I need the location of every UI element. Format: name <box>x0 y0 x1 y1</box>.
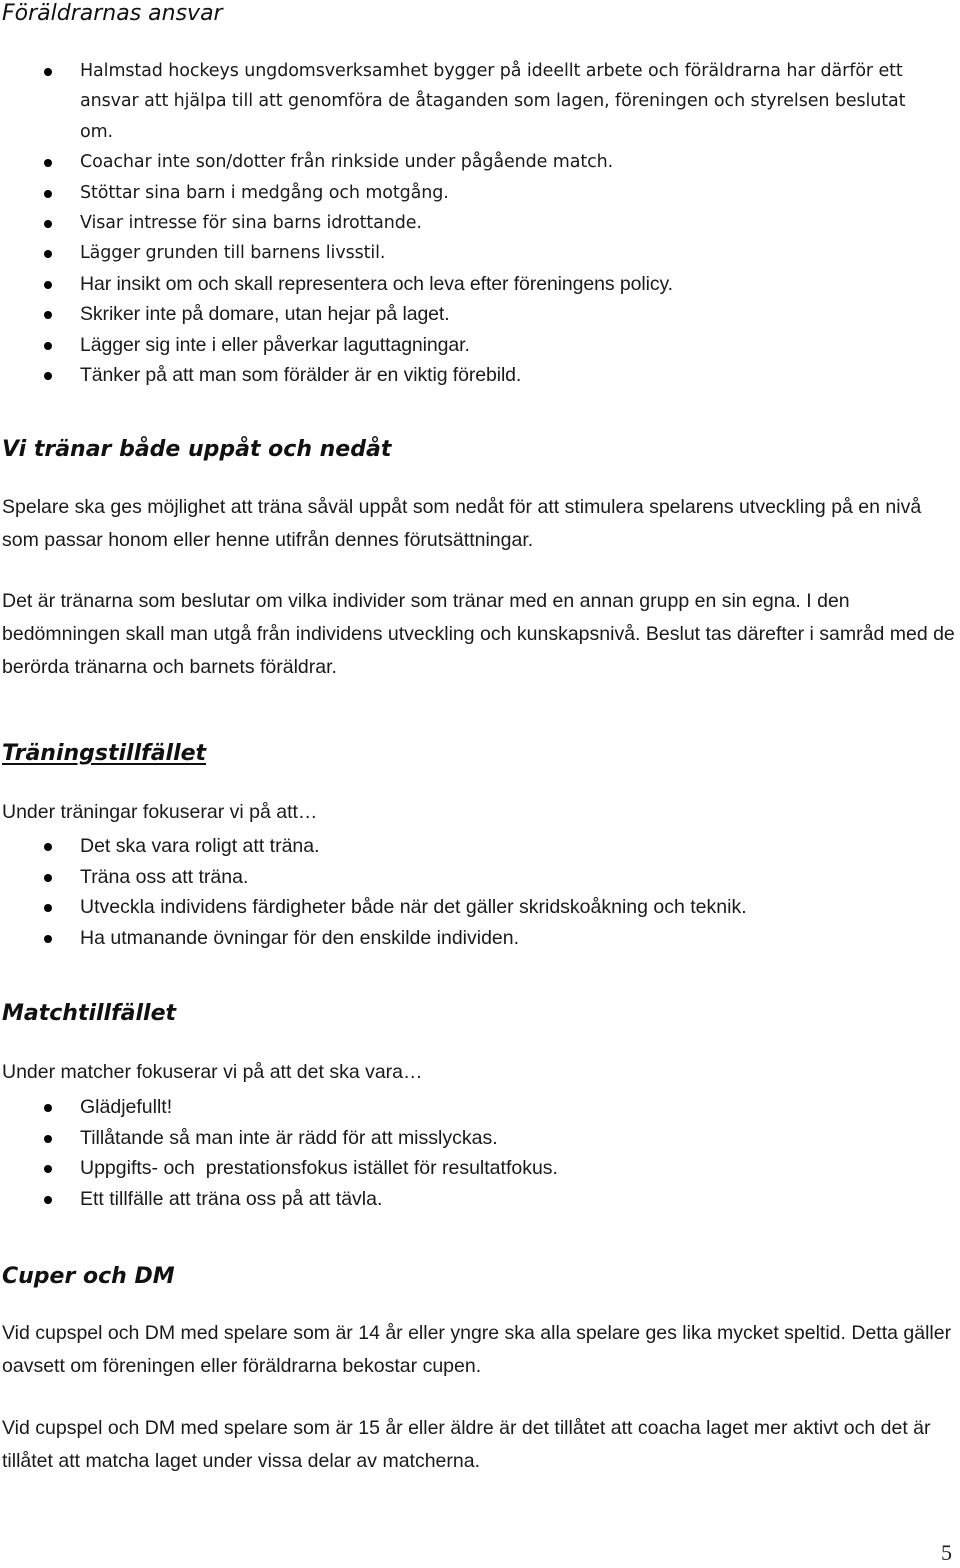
bullet-icon <box>44 1104 52 1112</box>
list-item <box>0 56 945 147</box>
bullet-list-traningstillfallet <box>0 831 945 953</box>
bullet-icon <box>44 1165 52 1173</box>
list-item <box>0 862 945 893</box>
list-item <box>0 208 945 238</box>
list-item-text: Tänker på att man som förälder är en viktig förebild. <box>80 364 522 387</box>
bullet-icon <box>44 342 52 350</box>
bullet-icon <box>44 311 52 319</box>
list-item <box>0 299 945 329</box>
bullet-icon <box>44 281 52 289</box>
list-item-text: Tillåtande så man inte är rädd för att misslyckas. <box>80 1126 498 1149</box>
bullet-icon <box>44 843 52 851</box>
paragraph: Det är tränarna som beslutar om vilka individer som tränar med en annan grupp en sin egna. I den bedömningen skall man utgå från individens utveckling och kunskapsnivå. Beslut tas därefter i samråd med de berörda tränarna och barnets föräldrar. <box>2 590 955 678</box>
list-item-text: Coachar inte son/dotter från rinkside under pågående match. <box>80 152 614 173</box>
bullet-icon <box>44 1135 52 1143</box>
paragraph: Spelare ska ges möjlighet att träna såväl uppåt som nedåt för att stimulera spelarens utveckling på en nivå som passar honom eller henne utifrån dennes förutsättningar. <box>2 496 922 551</box>
bullet-icon <box>44 874 52 882</box>
section-intro: Under träningar fokuserar vi på att… <box>2 801 318 823</box>
list-item <box>0 1153 945 1184</box>
bullet-icon <box>44 935 52 943</box>
list-item <box>0 360 945 390</box>
bullet-icon <box>44 220 52 228</box>
list-item <box>0 831 945 862</box>
bullet-icon <box>44 190 52 198</box>
list-item <box>0 892 945 923</box>
section-heading-traningstillfallet: Träningstillfället <box>2 741 207 766</box>
list-item <box>0 269 945 299</box>
list-item <box>0 1184 945 1215</box>
bullet-list-matchtillfallet <box>0 1092 945 1214</box>
list-item <box>0 178 945 208</box>
bullet-icon <box>44 250 52 258</box>
list-item-text: Har insikt om och skall representera och leva efter föreningens policy. <box>80 272 673 295</box>
page-number: 5 <box>941 1540 952 1565</box>
list-item-text: Lägger grunden till barnens livsstil. <box>80 243 386 264</box>
bullet-icon <box>44 372 52 380</box>
list-item-text: Skriker inte på domare, utan hejar på laget. <box>80 303 450 326</box>
list-item-text: Visar intresse för sina barns idrottande. <box>80 213 422 234</box>
list-item-text: Ett tillfälle att träna oss på att tävla. <box>80 1187 383 1210</box>
bullet-icon <box>44 68 52 76</box>
section-heading-cuper-och-dm: Cuper och DM <box>2 1264 175 1289</box>
section-heading-matchtillfallet: Matchtillfället <box>2 1001 177 1026</box>
section-heading-vi-tranar: Vi tränar både uppåt och nedåt <box>2 437 392 462</box>
list-item <box>0 330 945 360</box>
list-item <box>0 1092 945 1123</box>
list-item-text: Glädjefullt! <box>80 1096 173 1118</box>
list-item-text: Uppgifts- och prestationsfokus istället för resultatfokus. <box>80 1157 558 1179</box>
list-item <box>0 923 945 954</box>
paragraph: Vid cupspel och DM med spelare som är 15 år eller äldre är det tillåtet att coacha laget mer aktivt och det är tillåtet att matcha laget under vissa delar av matcherna. <box>2 1417 931 1472</box>
section-heading-foraldrarnas-ansvar: Föräldrarnas ansvar <box>2 1 223 26</box>
list-item-text: Lägger sig inte i eller påverkar laguttagningar. <box>80 333 470 356</box>
bullet-icon <box>44 904 52 912</box>
bullet-list-foraldrarnas-ansvar <box>0 56 945 390</box>
bullet-icon <box>44 159 52 167</box>
list-item-text: Det ska vara roligt att träna. <box>80 835 320 857</box>
list-item <box>0 147 945 177</box>
list-item-text: Utveckla individens färdigheter både när det gäller skridskoåkning och teknik. <box>80 896 747 918</box>
section-intro: Under matcher fokuserar vi på att det ska vara… <box>2 1061 423 1083</box>
list-item <box>0 1123 945 1154</box>
paragraph: Vid cupspel och DM med spelare som är 14 år eller yngre ska alla spelare ges lika mycket speltid. Detta gäller oavsett om föreningen eller föräldrarna bekostar cupen. <box>2 1322 952 1377</box>
list-item-text: Halmstad hockeys ungdomsverksamhet bygger på ideellt arbete och föräldrarna har därför ett ansvar att hjälpa till att genomföra de åtaganden som lagen, föreningen och styrelsen beslutat om. <box>80 61 906 142</box>
list-item <box>0 238 945 268</box>
bullet-icon <box>44 1196 52 1204</box>
list-item-text: Stöttar sina barn i medgång och motgång. <box>80 182 449 203</box>
list-item-text: Ha utmanande övningar för den enskilde individen. <box>80 926 520 949</box>
list-item-text: Träna oss att träna. <box>80 865 249 888</box>
